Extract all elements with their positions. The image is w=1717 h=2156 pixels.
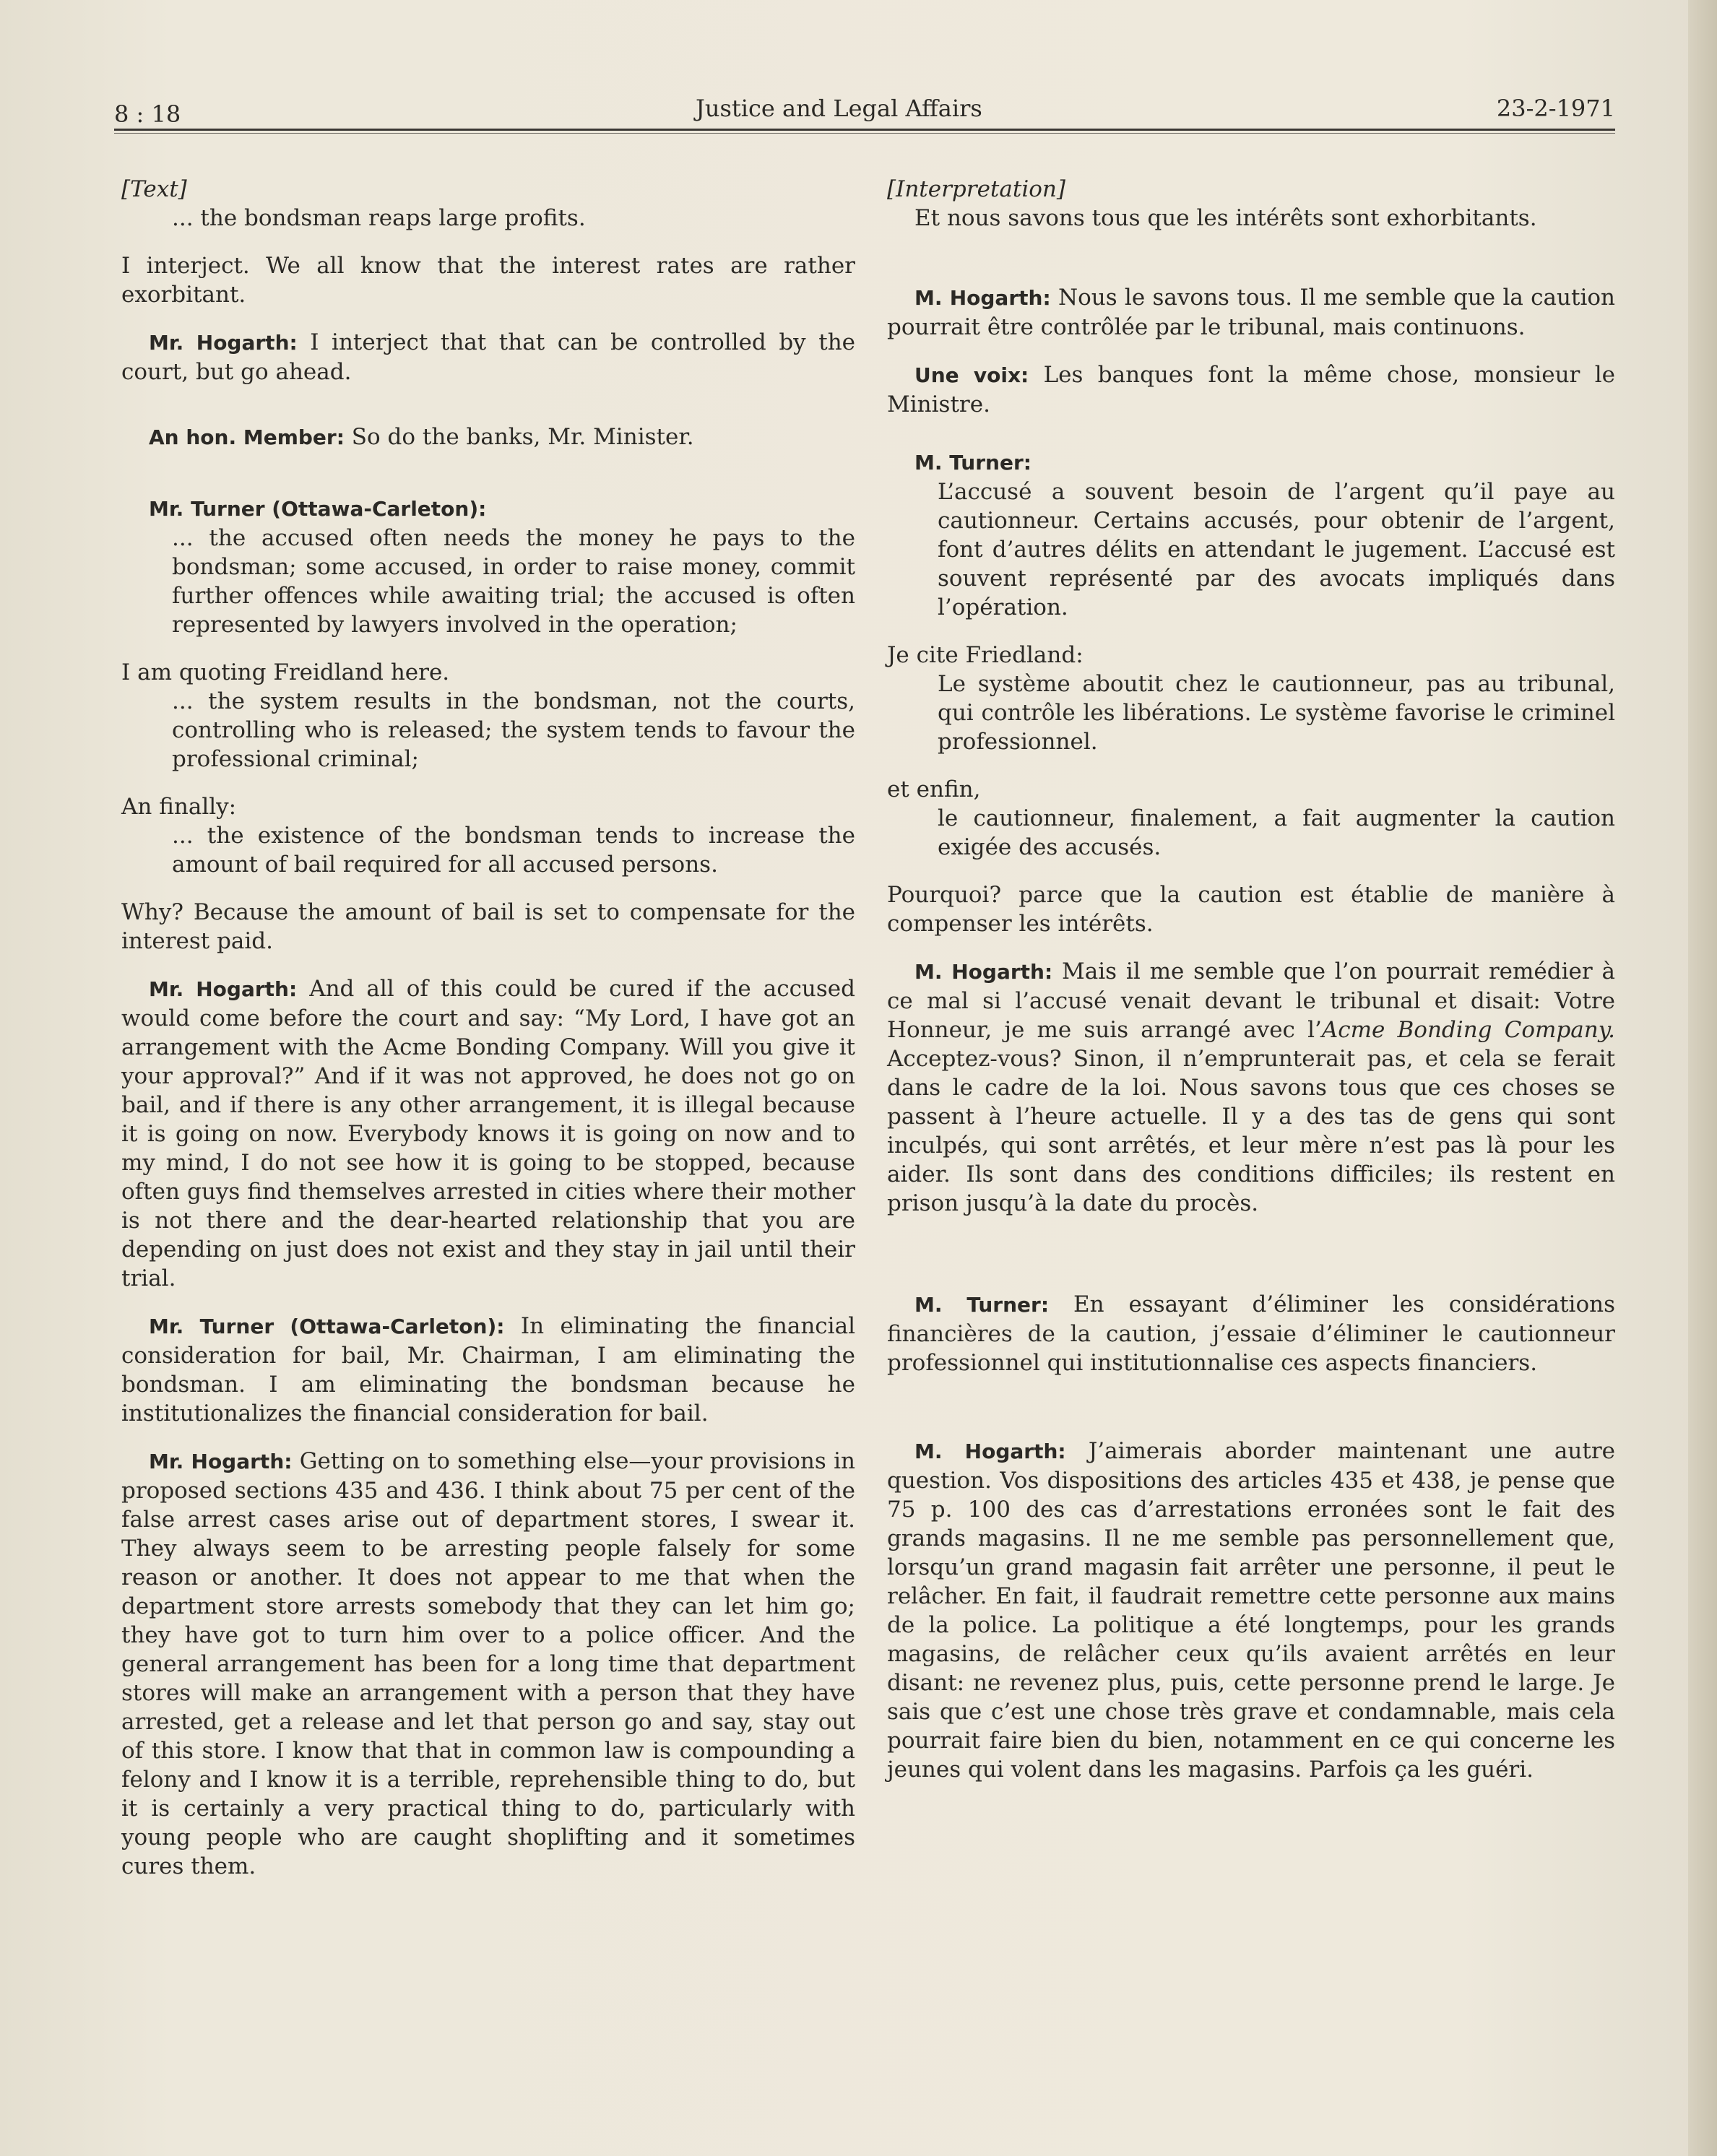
header-rule-thin — [114, 133, 1615, 134]
block-quote: ... the accused often needs the money he pays to the bondsman; some accused, in order to raise money, commit further offences while awaiting trial; the accused is often represented by lawyers involved in the operation; — [172, 525, 855, 638]
block-quote: le cautionneur, finalement, a fait augmenter la caution exigée des accusés. — [938, 805, 1615, 860]
speech-text: En essayant d’éliminer les considérations financières de la caution, j’essaie d’éliminer le cautionneur professionnel qui institutionnalise ces aspects financiers. — [887, 1291, 1615, 1376]
speech-text: Getting on to something else—your provisions in proposed sections 435 and 436. I think about 75 per cent of the false arrest cases arise out of department stores, I swear it. They always seem to be arresting people falsely for some reason or another. It does not appear to me that when the department store arrests somebody that they can let him go; they have got to turn him over to a police officer. And the general arrangement has been for a long time that department stores will make an arrangement with a person that they have arrested, get a release and let that person go and say, stay out of this store. I know that that in common law is compounding a felony and I know it is a terrible, reprehensible thing to do, but it is certainly a very practical thing to do, particularly with young people who are caught shoplifting and it sometimes cures them. — [121, 1448, 855, 1879]
paragraph: Pourquoi? parce que la caution est établie de manière à compenser les intérêts. — [887, 882, 1615, 937]
speech-text: And all of this could be cured if the accused would come before the court and say: “My Lord, I have got an arrangement with the Acme Bonding Company. Will you give it your approval?” And if it was not approved, he does not go on bail, and if there is any other arrangement, it is illegal because it is going on now. Everybody knows it is going on now and to my mind, I do not see how it is going to be stopped, because often guys find themselves arrested in cities where their mother is not there and the dear-hearted relationship that you are depending on just does not exist and they stay in jail until their trial. — [121, 976, 855, 1291]
english-column — [121, 175, 855, 1900]
speech-text: I interject that that can be controlled by the court, but go ahead. — [121, 329, 855, 385]
paragraph: An finally: — [121, 794, 237, 820]
paragraph: et enfin, — [887, 776, 981, 802]
speaker-name: M. Hogarth: — [914, 960, 1053, 984]
speaker-name: M. Turner: — [914, 1293, 1050, 1317]
speaker-name: M. Hogarth: — [914, 286, 1051, 310]
speaker-name: Mr. Turner (Ottawa-Carleton): — [149, 497, 487, 521]
speech-paragraph — [121, 494, 855, 524]
speech-paragraph — [887, 448, 1615, 477]
page-header — [114, 87, 1615, 130]
paragraph: Et nous savons tous que les intérêts sont exhorbitants. — [914, 205, 1537, 231]
speech-text: So do the banks, Mr. Minister. — [344, 424, 694, 450]
french-column — [887, 175, 1615, 1803]
block-quote: ... the system results in the bondsman, not the courts, controlling who is released; the system tends to favour the professional criminal; — [172, 688, 855, 772]
section-tag: [Text] — [121, 176, 187, 202]
speech-text: In eliminating the financial consideration for bail, Mr. Chairman, I am eliminating the bondsman. I am eliminating the bondsman because he institutionalizes the financial consideration for bail. — [121, 1313, 855, 1426]
running-title: Justice and Legal Affairs — [696, 95, 982, 122]
speech-text: J’aimerais aborder maintenant une autre question. Vos dispositions des articles 435 et 438, je pense que 75 p. 100 des cas d’arrestations erronées sont le fait des grands magasins. Il ne me semble pas personnellement que, lorsqu’un grand magasin fait arrêter une personne, il peut le relâcher. En fait, il faudrait remettre cette personne aux mains de la police. La politique a été longtemps, pour les grands magasins, de relâcher ceux qu’ils avaient arrêtés en leur disant: ne revenez plus, puis, cette personne prend le large. Je sais que c’est une chose très grave et condamnable, mais cela pourrait faire bien du bien, notamment en ce qui concerne les jeunes qui volent dans les magasins. Parfois ça les guéri. — [887, 1438, 1615, 1783]
speech-paragraph — [887, 1290, 1615, 1377]
block-quote: Le système aboutit chez le cautionneur, pas au tribunal, qui contrôle les libérations. Le système favorise le criminel professionnel. — [938, 671, 1615, 755]
speaker-name: Mr. Hogarth: — [149, 1450, 293, 1473]
speech-paragraph — [887, 283, 1615, 342]
paragraph: Je cite Friedland: — [887, 642, 1084, 668]
speaker-name: Mr. Hogarth: — [149, 977, 298, 1001]
block-quote: L’accusé a souvent besoin de l’argent qu’il paye au cautionneur. Certains accusés, pour obtenir de l’argent, font d’autres délits en attendant le jugement. L’accusé est souvent représenté par des avocats impliqués dans l’opération. — [938, 479, 1615, 620]
speech-text: Nous le savons tous. Il me semble que la caution pourrait être contrôlée par le tribunal, mais continuons. — [887, 285, 1615, 340]
paragraph: I interject. We all know that the interest rates are rather exorbitant. — [121, 253, 855, 308]
speaker-name: An hon. Member: — [149, 425, 345, 449]
speech-paragraph — [121, 1312, 855, 1428]
quote-line: ... the bondsman reaps large profits. — [172, 205, 586, 231]
speaker-name: Mr. Hogarth: — [149, 331, 298, 355]
paragraph: Why? Because the amount of bail is set to compensate for the interest paid. — [121, 899, 855, 954]
header-date: 23-2-1971 — [1496, 95, 1615, 122]
page-spine-shadow — [1688, 0, 1717, 2156]
paragraph: I am quoting Freidland here. — [121, 659, 450, 685]
block-quote: ... the existence of the bondsman tends to increase the amount of bail required for all accused persons. — [172, 823, 855, 878]
section-tag: [Interpretation] — [887, 176, 1065, 202]
speech-text: Les banques font la même chose, monsieur le Ministre. — [887, 362, 1615, 417]
speech-paragraph — [121, 1447, 855, 1881]
speech-paragraph — [121, 423, 855, 452]
speech-text: Acceptez-vous? Sinon, il n’emprunterait pas, et cela se ferait dans le cadre de la loi. Nous savons tous que ces choses se passent à l’heure actuelle. Il y a des tas de gens qui sont inculpés, qui sont arrêtés, et leur mère n’est pas là pour les aider. Ils sont dans des conditions difficiles; ils restent en prison jusqu’à la date du procès. — [887, 1046, 1615, 1216]
speech-paragraph — [887, 360, 1615, 419]
speech-paragraph — [887, 1437, 1615, 1784]
page-number: 8 : 18 — [114, 100, 181, 128]
speaker-name: M. Hogarth: — [914, 1440, 1066, 1463]
header-rule — [114, 129, 1615, 131]
speaker-name: Mr. Turner (Ottawa-Carleton): — [149, 1315, 505, 1338]
speech-paragraph — [121, 328, 855, 386]
speech-text: Mais il me semble que l’on pourrait remédier à ce mal si l’accusé venait devant le tribunal et disait: Votre Honneur, je me suis arrangé avec l’ — [887, 958, 1615, 1043]
speaker-name: Une voix: — [914, 363, 1029, 387]
speech-paragraph — [887, 957, 1615, 1218]
speaker-name: M. Turner: — [914, 451, 1032, 475]
company-name: Acme Bonding Company. — [1321, 1017, 1615, 1043]
speech-paragraph — [121, 974, 855, 1293]
